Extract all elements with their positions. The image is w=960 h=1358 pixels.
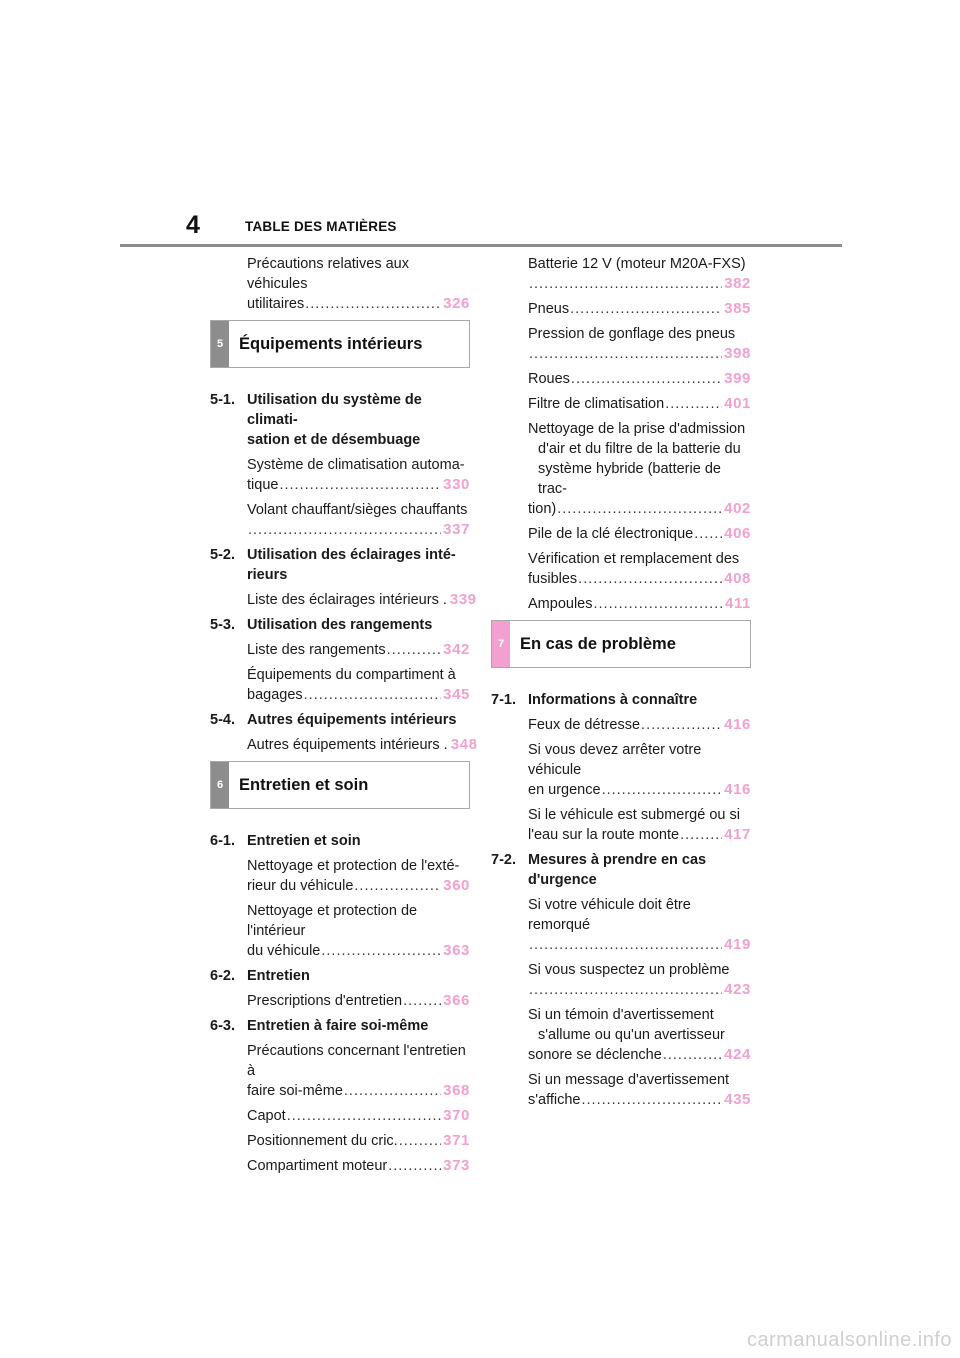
page-ref[interactable]: 337 — [443, 521, 470, 538]
page-ref[interactable]: 339 — [449, 591, 477, 608]
section-heading[interactable] — [491, 850, 751, 890]
section-title: Entretien à faire soi-même — [247, 1018, 429, 1034]
page-ref[interactable]: 398 — [724, 345, 751, 362]
entry-text: faire soi-même — [247, 1083, 343, 1099]
entry-text: Nettoyage et protection de l'exté- — [247, 858, 460, 874]
section-heading[interactable] — [210, 1016, 470, 1036]
entry-text: utilitaires — [247, 296, 305, 312]
toc-entry[interactable] — [210, 254, 470, 314]
entry-text: Si vous suspectez un problème — [528, 962, 730, 978]
page-ref[interactable]: 419 — [724, 936, 751, 953]
page-number: 4 — [186, 211, 200, 239]
entry-text: Si votre véhicule doit être remorqué — [528, 897, 691, 933]
toc-entry[interactable] — [210, 991, 470, 1011]
toc-entry[interactable] — [491, 299, 751, 319]
chapter-title: Entretien et soin — [239, 775, 369, 794]
page-ref[interactable]: 401 — [724, 395, 751, 412]
section-heading[interactable] — [210, 966, 470, 986]
entry-text: système hybride (batterie de trac- — [538, 461, 721, 497]
page-ref[interactable]: 402 — [724, 500, 751, 517]
entry-text: Capot — [247, 1108, 286, 1124]
section-number: 7-2. — [491, 852, 516, 868]
page-ref[interactable]: 363 — [443, 942, 470, 959]
entry-text: bagages — [247, 687, 303, 703]
section-number: 6-1. — [210, 833, 235, 849]
toc-entry[interactable] — [491, 594, 751, 614]
entry-text: Ampoules — [528, 596, 593, 612]
header-rule — [120, 244, 842, 247]
toc-entry[interactable] — [491, 369, 751, 389]
toc-entry[interactable] — [210, 455, 470, 495]
entry-text: Si un témoin d'avertissement — [528, 1007, 714, 1023]
entry-text: tique — [247, 477, 279, 493]
page-ref[interactable]: 435 — [724, 1091, 751, 1108]
entry-text: Pile de la clé électronique — [528, 526, 694, 542]
toc-entry[interactable] — [491, 324, 751, 364]
page-ref[interactable]: 382 — [724, 275, 751, 292]
page-ref[interactable]: 348 — [450, 736, 478, 753]
entry-text: Positionnement du cric. — [247, 1133, 398, 1149]
chapter-tab: 7 — [492, 621, 510, 667]
section-number: 5-4. — [210, 712, 235, 728]
toc-entry[interactable] — [491, 524, 751, 544]
toc-right-column — [491, 254, 751, 1115]
page-ref[interactable]: 411 — [725, 595, 751, 612]
toc-entry[interactable] — [210, 901, 470, 961]
section-title: Entretien et soin — [247, 833, 361, 849]
chapter-tab: 6 — [211, 762, 229, 808]
toc-entry[interactable] — [491, 549, 751, 589]
section-title: Utilisation des rangements — [247, 617, 433, 633]
toc-entry[interactable] — [210, 665, 470, 705]
entry-text: Précautions concernant l'entretien à — [247, 1043, 466, 1079]
section-title: Utilisation du système de climati- — [247, 392, 422, 428]
entry-text: rieur du véhicule — [247, 878, 354, 894]
toc-entry[interactable] — [491, 394, 751, 414]
toc-entry[interactable] — [491, 715, 751, 735]
section-title: sation et de désembuage — [247, 432, 421, 448]
page-ref[interactable]: 366 — [443, 992, 470, 1009]
entry-text: Si un message d'avertissement — [528, 1072, 730, 1088]
page-ref[interactable]: 423 — [724, 981, 751, 998]
entry-text: l'eau sur la route monte — [528, 827, 680, 843]
entry-text: Volant chauffant/sièges chauffants — [247, 502, 468, 518]
page-ref[interactable]: 424 — [724, 1046, 751, 1063]
section-title: Entretien — [247, 968, 310, 984]
entry-text: Prescriptions d'entretien — [247, 993, 403, 1009]
page-ref[interactable]: 373 — [443, 1157, 470, 1174]
entry-text: Batterie 12 V (moteur M20A-FXS) — [528, 256, 746, 272]
toc-entry[interactable] — [491, 1005, 751, 1065]
entry-text: Pneus — [528, 301, 570, 317]
page-ref[interactable]: 330 — [443, 476, 470, 493]
entry-text: Filtre de climatisation — [528, 396, 665, 412]
entry-text: sonore se déclenche — [528, 1047, 662, 1063]
entry-text: du véhicule — [247, 943, 321, 959]
entry-text: Liste des éclairages intérieurs . — [247, 592, 447, 608]
toc-entry[interactable] — [210, 856, 470, 896]
toc-entry[interactable] — [210, 640, 470, 660]
chapter-heading-6[interactable] — [210, 761, 470, 809]
entry-text: Nettoyage de la prise d'admission — [528, 421, 746, 437]
chapter-heading-7[interactable] — [491, 620, 751, 668]
entry-text: Feux de détresse — [528, 717, 641, 733]
entry-text: Pression de gonflage des pneus — [528, 326, 736, 342]
page-ref[interactable]: 342 — [443, 641, 470, 658]
entry-text: Nettoyage et protection de l'intérieur — [247, 903, 418, 939]
toc-entry[interactable] — [491, 254, 751, 294]
toc-entry[interactable] — [491, 740, 751, 800]
entry-text: s'affiche — [528, 1092, 581, 1108]
toc-entry[interactable] — [210, 1156, 470, 1176]
entry-text: Équipements du compartiment à — [247, 667, 456, 683]
section-heading[interactable] — [491, 690, 751, 710]
watermark: carmanualsonline.info — [746, 1329, 952, 1351]
toc-entry[interactable] — [491, 895, 751, 955]
page-ref[interactable]: 406 — [724, 525, 751, 542]
page-ref[interactable]: 368 — [443, 1082, 470, 1099]
section-number: 6-3. — [210, 1018, 235, 1034]
toc-entry[interactable] — [210, 590, 477, 610]
section-number: 7-1. — [491, 692, 516, 708]
section-heading[interactable] — [210, 615, 470, 635]
toc-entry[interactable] — [210, 1131, 470, 1151]
entry-text: en urgence — [528, 782, 601, 798]
toc-entry[interactable] — [210, 735, 478, 755]
running-header: TABLE DES MATIÈRES — [245, 219, 397, 234]
chapter-title: En cas de problème — [520, 634, 676, 653]
entry-text: Si le véhicule est submergé ou si — [528, 807, 740, 823]
entry-text: Vérification et remplacement des — [528, 551, 740, 567]
page-ref[interactable]: 416 — [724, 716, 751, 733]
page-ref[interactable]: 360 — [443, 877, 470, 894]
section-title: Mesures à prendre en cas — [528, 852, 707, 868]
toc-entry[interactable] — [210, 1041, 470, 1101]
section-number: 5-2. — [210, 547, 235, 563]
chapter-title: Équipements intérieurs — [239, 334, 423, 353]
toc-entry[interactable] — [491, 1070, 751, 1110]
toc-entry[interactable] — [491, 419, 751, 519]
section-title: Informations à connaître — [528, 692, 698, 708]
page-ref[interactable]: 370 — [443, 1107, 470, 1124]
page-ref[interactable]: 416 — [724, 781, 751, 798]
page-ref[interactable]: 385 — [724, 300, 751, 317]
entry-text: Si vous devez arrêter votre véhicule — [528, 742, 702, 778]
section-heading[interactable] — [210, 831, 470, 851]
section-number: 5-3. — [210, 617, 235, 633]
toc-left-column — [210, 254, 478, 1181]
chapter-tab: 5 — [211, 321, 229, 367]
toc-entry[interactable] — [210, 1106, 470, 1126]
page-ref[interactable]: 371 — [443, 1132, 470, 1149]
section-title: rieurs — [247, 567, 288, 583]
entry-text: fusibles — [528, 571, 578, 587]
entry-text: Roues — [528, 371, 570, 387]
section-number: 5-1. — [210, 392, 235, 408]
entry-text: s'allume ou qu'un avertisseur — [538, 1027, 725, 1043]
section-number: 6-2. — [210, 968, 235, 984]
toc-entry[interactable] — [491, 960, 751, 1000]
entry-text: d'air et du filtre de la batterie du — [538, 441, 741, 457]
page-ref[interactable]: 417 — [724, 826, 751, 843]
section-heading[interactable] — [210, 710, 470, 730]
toc-entry[interactable] — [491, 805, 751, 845]
toc-entry[interactable] — [210, 500, 470, 540]
chapter-heading-5[interactable] — [210, 320, 470, 368]
entry-text: Liste des rangements — [247, 642, 386, 658]
page-ref[interactable]: 326 — [443, 295, 470, 312]
section-title: Utilisation des éclairages inté- — [247, 547, 456, 563]
page-ref[interactable]: 399 — [724, 370, 751, 387]
section-title: Autres équipements intérieurs — [247, 712, 457, 728]
entry-text: Précautions relatives aux véhicules — [247, 256, 409, 292]
section-title: d'urgence — [528, 872, 597, 888]
entry-text: Système de climatisation automa- — [247, 457, 465, 473]
entry-text: Compartiment moteur — [247, 1158, 388, 1174]
entry-text: Autres équipements intérieurs . — [247, 737, 448, 753]
entry-text: tion) — [528, 501, 557, 517]
page-ref[interactable]: 345 — [443, 686, 470, 703]
page-ref[interactable]: 408 — [724, 570, 751, 587]
section-heading[interactable] — [210, 545, 470, 585]
section-heading[interactable] — [210, 390, 470, 450]
